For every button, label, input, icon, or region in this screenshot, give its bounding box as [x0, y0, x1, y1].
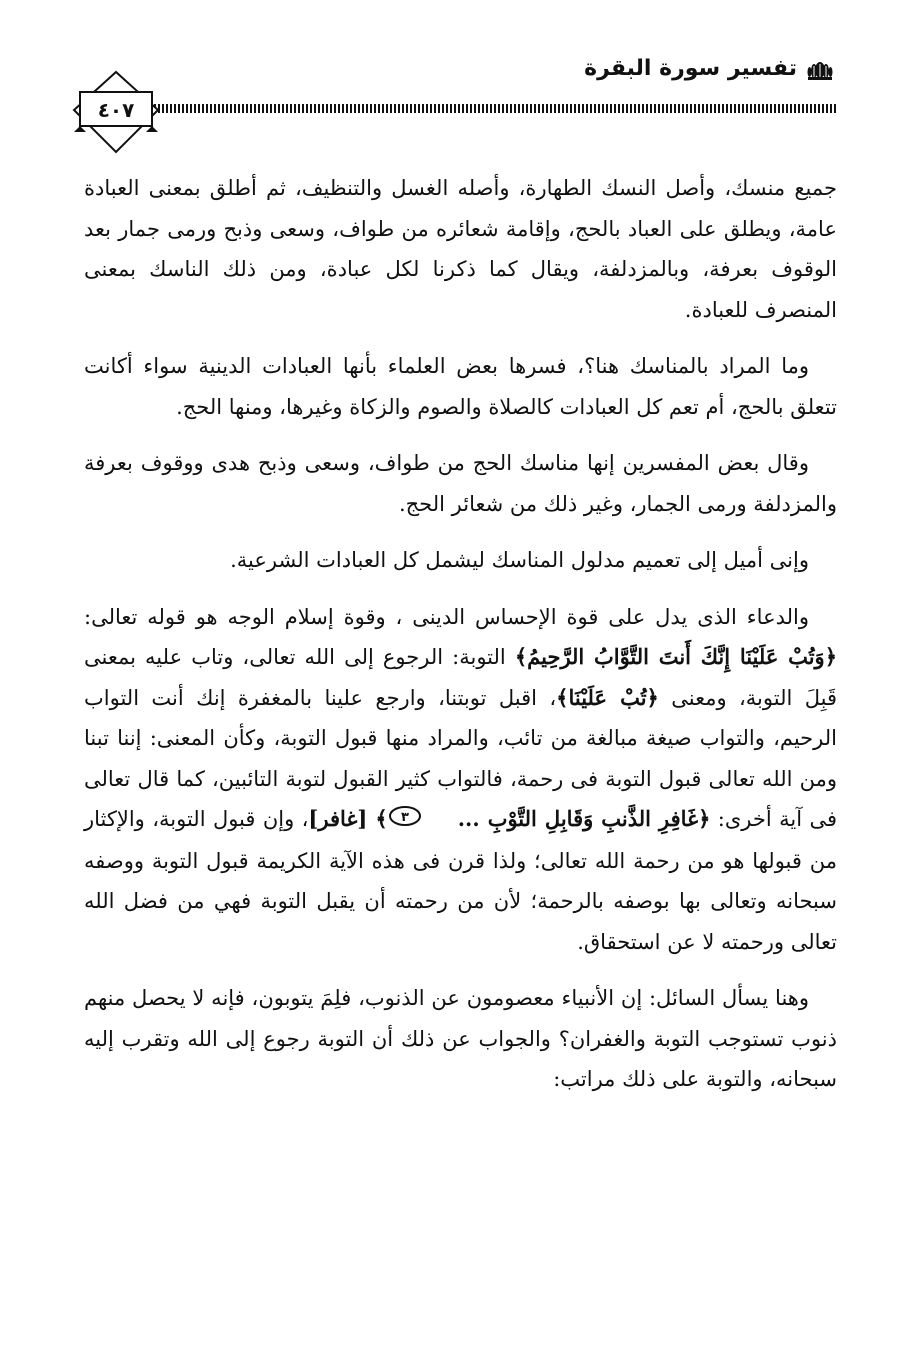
floral-ornament-icon: [807, 57, 833, 81]
paragraph-1: جميع منسك، وأصل النسك الطهارة، وأصله الغسل والتنظيف، ثم أطلق بمعنى العبادة عامة، ويطلق على العباد بالحج، وإقامة شعائره من طواف، وسعى وذبح ورمى جمار بعد الوقوف بعرفة، وبالمزدلفة، ويقال كما ذكرنا لكل عبادة، ومن ذلك الناسك بمعنى المنصرف للعبادة.: [84, 176, 837, 322]
page-number-badge: [70, 70, 162, 156]
quran-verse-3-end: ﴾: [375, 806, 388, 831]
verse-number-marker-icon: [388, 800, 450, 841]
paragraph-6: وهنا يسأل السائل: إن الأنبياء معصومون عن الذنوب، فلِمَ يتوبون، فإنه لا يحصل منهم ذنوب تستوجب التوبة والغفران؟ والجواب عن ذلك أن التوبة رجوع إلى الله وتقرب إليه سبحانه، والتوبة على ذلك مراتب:: [84, 986, 837, 1092]
paragraph-2: وما المراد بالمناسك هنا؟، فسرها بعض العلماء بأنها العبادات الدينية سواء أكانت تتعلق بالحج، أم تعم كل العبادات كالصلاة والصوم والزكاة وغيرها، ومنها الحج.: [84, 354, 837, 419]
paragraph-5-text-c: ، اقبل توبتنا، وارجع علينا بالمغفرة إنك أنت التواب الرحيم، والتواب صيغة مبالغة من تائب، والمراد منها قبول التوبة، وكأن المعنى: إننا تبنا ومن الله تعالى قبول التوبة فى رحمة، فالتواب كثير القبول لتوبة التائبين، كما قال تعالى فى آية أخرى:: [84, 685, 837, 831]
paragraph-4: وإنى أميل إلى تعميم مدلول المناسك ليشمل كل العبادات الشرعية.: [230, 548, 809, 572]
paragraph-5-text-a: والدعاء الذى يدل على قوة الإحساس الدينى ، وقوة إسلام الوجه هو قوله تعالى:: [84, 604, 809, 629]
paragraph-5-text-b: التوبة: الرجوع إلى الله تعالى، وتاب عليه بمعنى قَبِلَ التوبة، ومعنى: [84, 645, 837, 710]
paragraph-5: [84, 597, 837, 963]
paragraph-3: وقال بعض المفسرين إنها مناسك الحج من طواف، وسعى وذبح هدى ووقوف بعرفة والمزدلفة ورمى الجمار، وغير ذلك من شعائر الحج.: [84, 451, 837, 516]
verse-number: ٣: [400, 810, 409, 826]
page-number: ٤٠٧: [97, 98, 135, 122]
header-rule: [154, 104, 837, 113]
running-title: تفسير سورة البقرة: [584, 56, 797, 81]
quran-verse-3: ﴿غَافِرِ الذَّنبِ وَقَابِلِ التَّوْبِ ...: [449, 806, 711, 831]
body-text: [84, 168, 837, 1116]
running-head: [584, 56, 833, 81]
paragraph-5-text-d: ، وإن قبول التوبة، والإكثار من قبولها هو من رحمة الله تعالى؛ ولذا قرن فى هذه الآية الكريمة قبول التوبة ووصفه سبحانه وتعالى بها بوصفه بالرحمة؛ لأن من رحمته أن يقبل التوبة فهي من فضل الله تعالى ورحمته لا عن استحقاق.: [84, 807, 837, 954]
quran-verse-2: ﴿تُبْ عَلَيْنَا﴾: [556, 684, 659, 710]
quran-verse-1: ﴿وَتُبْ عَلَيْنَا إِنَّكَ أَنتَ التَّوَّابُ الرَّحِيمُ﴾: [514, 644, 838, 669]
surah-reference: [غافر]: [308, 806, 376, 831]
